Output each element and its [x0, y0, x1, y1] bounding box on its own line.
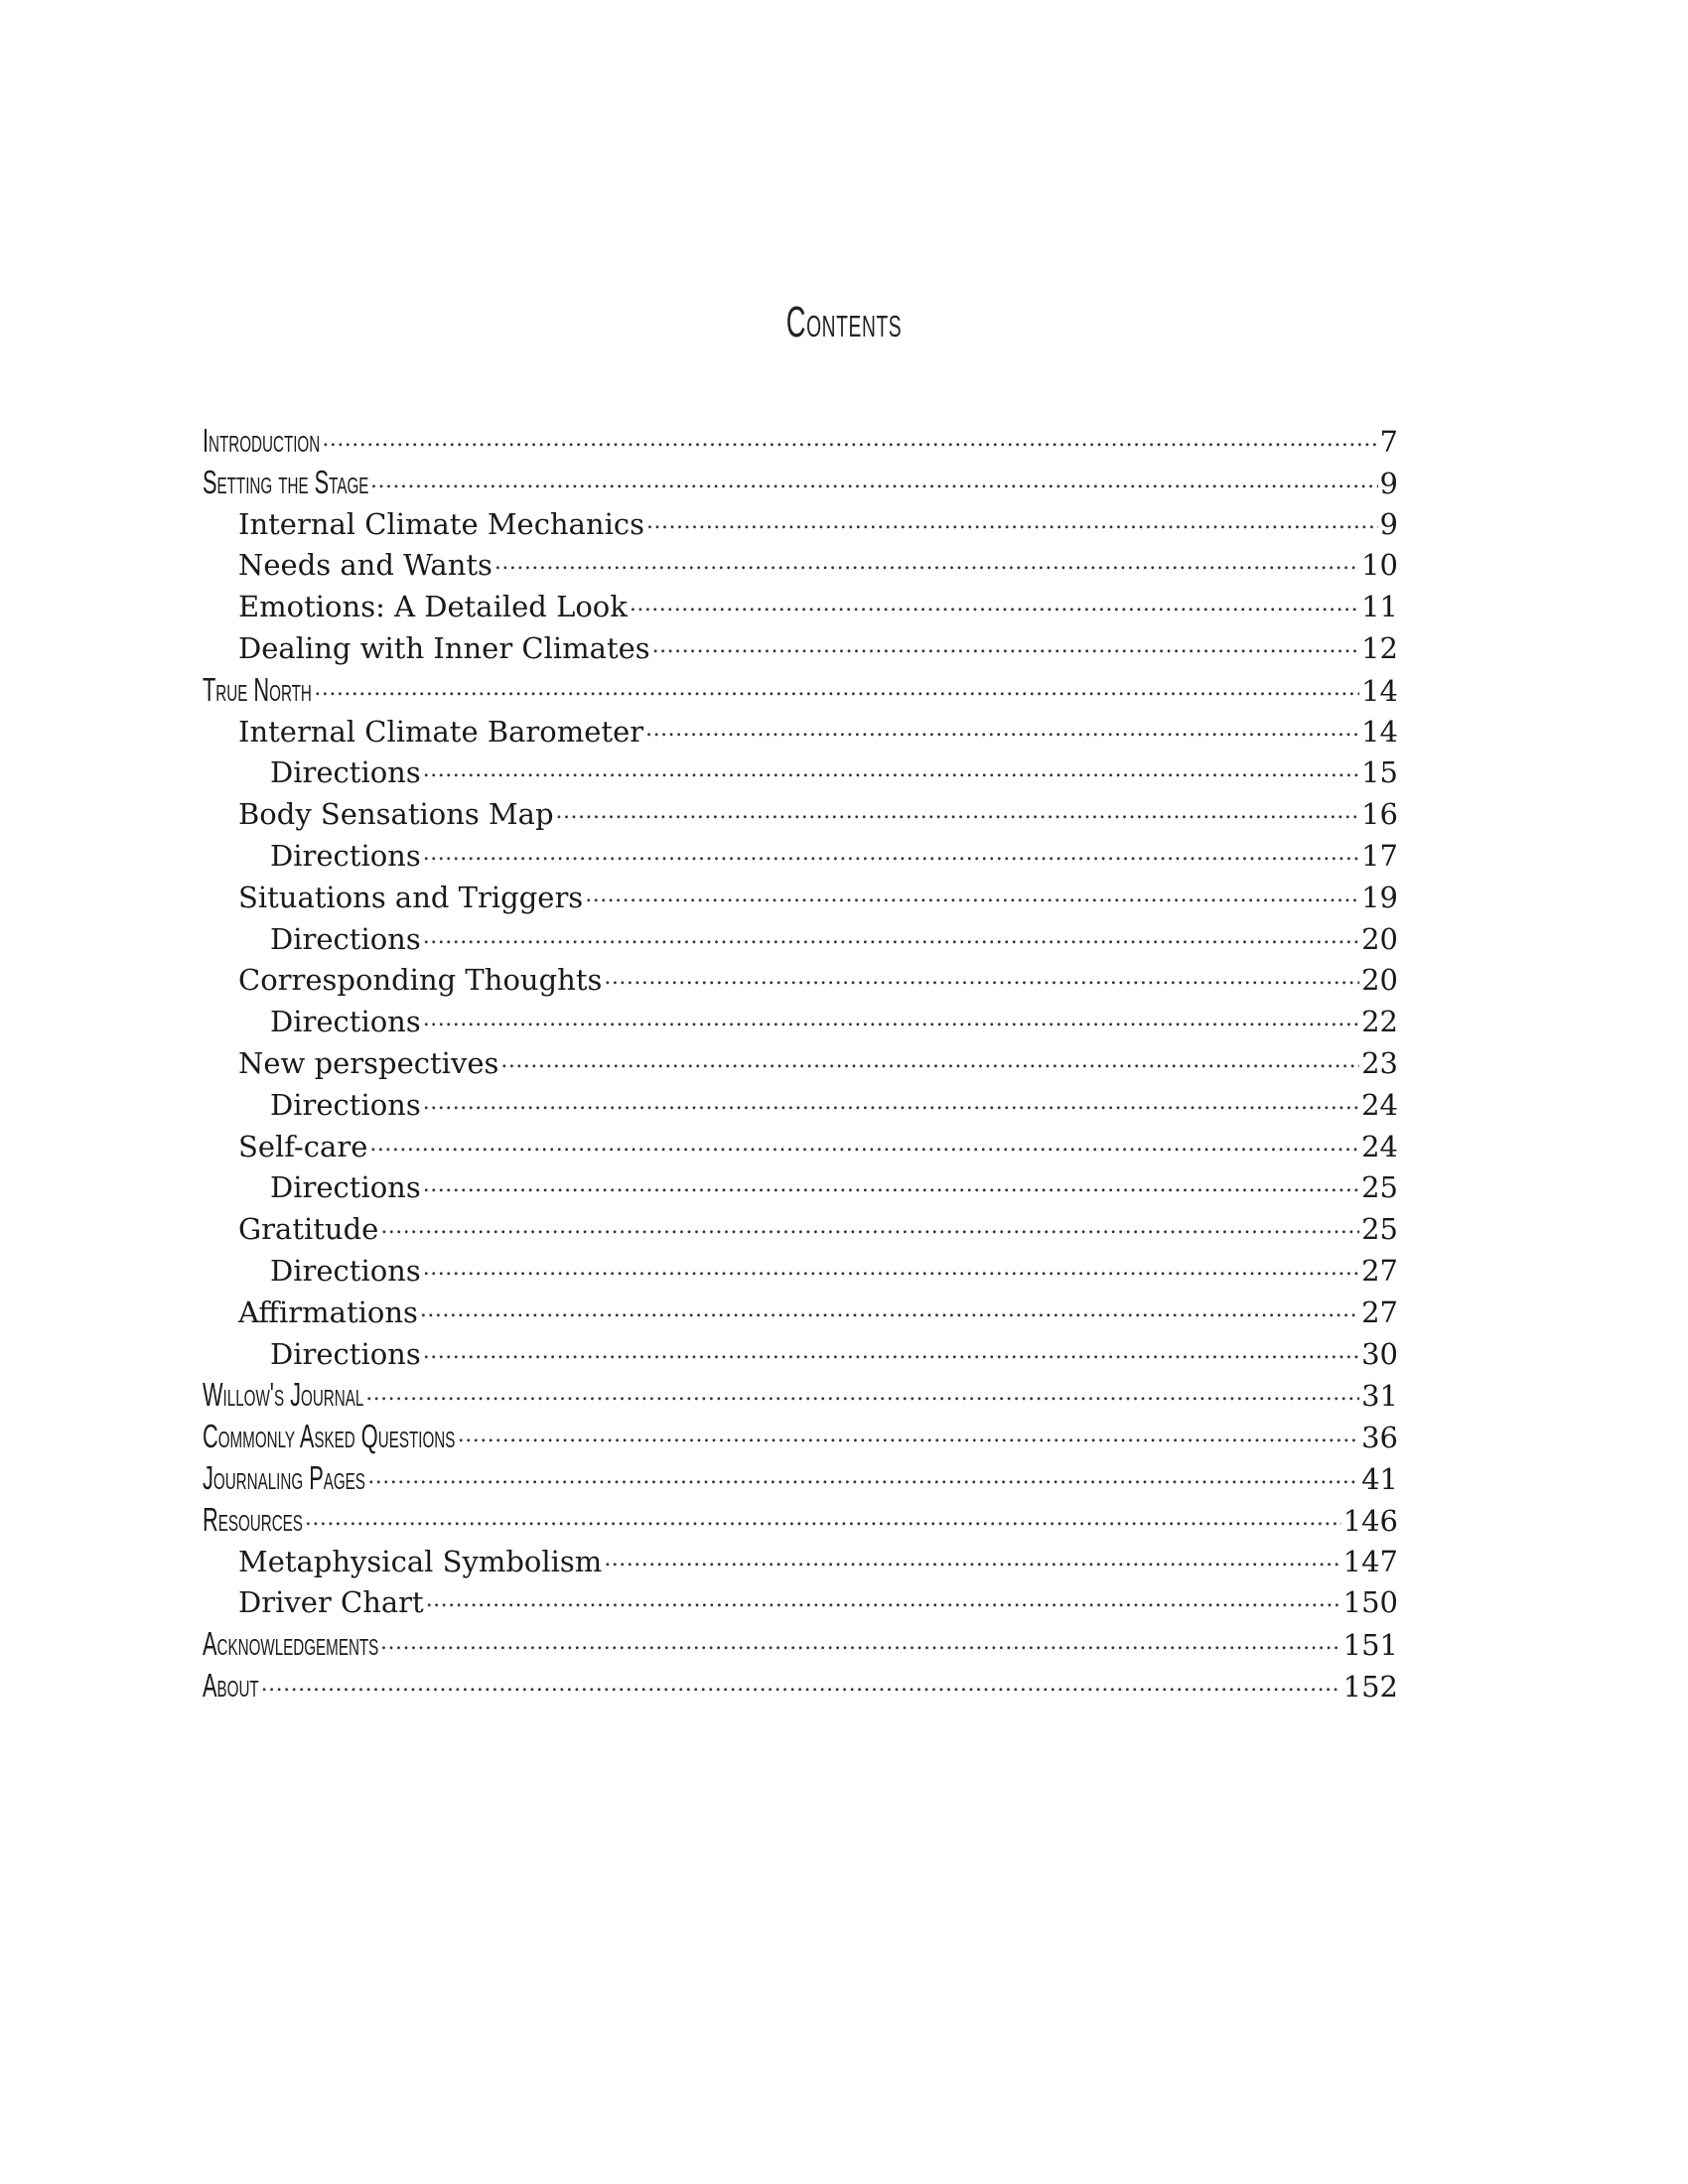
- toc-page-number: 41: [1361, 1461, 1398, 1496]
- toc-section-entry[interactable]: [203, 1128, 1398, 1169]
- toc-chapter-entry[interactable]: [203, 1625, 1398, 1667]
- toc-page-number: 36: [1361, 1421, 1398, 1455]
- toc-page-number: 22: [1361, 1005, 1398, 1039]
- dot-leader: [261, 1668, 1341, 1697]
- toc-chapter-entry[interactable]: [203, 1501, 1398, 1543]
- toc-page-number: 12: [1361, 630, 1398, 665]
- toc-page-number: 19: [1361, 880, 1398, 914]
- toc-chapter-entry[interactable]: [203, 464, 1398, 505]
- toc-page-number: 10: [1361, 548, 1398, 583]
- toc-section-entry[interactable]: [203, 920, 1398, 962]
- toc-chapter-entry[interactable]: [203, 1459, 1398, 1501]
- toc-entry-label: Willow's Journal: [203, 1376, 364, 1414]
- toc-entry-label: Directions: [270, 921, 421, 956]
- toc-section-entry[interactable]: [203, 1543, 1398, 1584]
- dot-leader: [380, 1626, 1341, 1655]
- dot-leader: [423, 837, 1359, 866]
- toc-entry-label: Commonly Asked Questions: [203, 1418, 456, 1455]
- dot-leader: [652, 629, 1359, 658]
- dot-leader: [314, 672, 1359, 701]
- dot-leader: [604, 1543, 1340, 1571]
- toc-entry-label: Directions: [270, 755, 421, 790]
- toc-entry-label: Directions: [270, 1087, 421, 1122]
- dot-leader: [630, 588, 1359, 616]
- toc-page-number: 20: [1361, 921, 1398, 956]
- toc-section-entry[interactable]: [203, 713, 1398, 754]
- toc-section-entry[interactable]: [203, 753, 1398, 795]
- toc-page-number: 147: [1342, 1544, 1398, 1578]
- toc-section-entry[interactable]: [203, 546, 1398, 588]
- toc-entry-label: Resources: [203, 1500, 303, 1538]
- toc-page-number: 23: [1361, 1045, 1398, 1080]
- toc-page-number: 14: [1361, 673, 1398, 708]
- dot-leader: [365, 1377, 1359, 1406]
- dot-leader: [585, 879, 1359, 907]
- toc-page-number: 146: [1342, 1503, 1398, 1538]
- dot-leader: [380, 1210, 1359, 1239]
- toc-page-number: 24: [1361, 1129, 1398, 1163]
- dot-leader: [367, 1460, 1359, 1489]
- toc-section-entry[interactable]: [203, 588, 1398, 629]
- toc-entry-label: Affirmations: [238, 1295, 418, 1329]
- dot-leader: [322, 423, 1377, 452]
- toc-page-number: 14: [1361, 714, 1398, 749]
- toc-page-number: 9: [1379, 466, 1398, 500]
- table-of-contents: [203, 422, 1398, 1708]
- toc-entry-label: Journaling Pages: [203, 1458, 365, 1496]
- toc-section-entry[interactable]: [203, 1583, 1398, 1625]
- toc-page-number: 15: [1361, 755, 1398, 790]
- toc-page-number: 25: [1361, 1170, 1398, 1205]
- toc-entry-label: Emotions: A Detailed Look: [238, 590, 628, 624]
- toc-entry-label: Body Sensations Map: [238, 797, 554, 832]
- dot-leader: [645, 713, 1359, 742]
- toc-section-entry[interactable]: [203, 1210, 1398, 1252]
- toc-entry-label: Dealing with Inner Climates: [238, 630, 650, 665]
- toc-entry-label: Directions: [270, 1336, 421, 1371]
- toc-page-number: 151: [1342, 1628, 1398, 1663]
- toc-entry-label: New perspectives: [238, 1045, 499, 1080]
- toc-page-number: 152: [1342, 1669, 1398, 1704]
- dot-leader: [423, 1252, 1359, 1281]
- toc-chapter-entry[interactable]: [203, 671, 1398, 713]
- dot-leader: [604, 961, 1359, 990]
- toc-section-entry[interactable]: [203, 1044, 1398, 1086]
- toc-entry-label: Needs and Wants: [238, 548, 492, 583]
- toc-entry-label: Directions: [270, 1170, 421, 1205]
- toc-entry-label: Introduction: [203, 422, 321, 459]
- dot-leader: [305, 1502, 1341, 1531]
- page-title: Contents: [785, 298, 903, 346]
- dot-leader: [423, 1335, 1359, 1364]
- toc-chapter-entry[interactable]: [203, 422, 1398, 464]
- toc-section-entry[interactable]: [203, 1252, 1398, 1294]
- dot-leader: [556, 795, 1360, 824]
- toc-entry-label: Driver Chart: [238, 1585, 424, 1620]
- dot-leader: [500, 1044, 1359, 1073]
- dot-leader: [458, 1419, 1359, 1447]
- toc-page-number: 27: [1361, 1253, 1398, 1288]
- toc-page-number: 20: [1361, 963, 1398, 998]
- dot-leader: [426, 1583, 1341, 1612]
- toc-entry-label: Internal Climate Barometer: [238, 714, 644, 749]
- toc-section-entry[interactable]: [203, 629, 1398, 671]
- toc-chapter-entry[interactable]: [203, 1418, 1398, 1459]
- toc-entry-label: Corresponding Thoughts: [238, 963, 603, 998]
- toc-entry-label: About: [203, 1666, 259, 1704]
- toc-section-entry[interactable]: [203, 1003, 1398, 1044]
- toc-section-entry[interactable]: [203, 837, 1398, 879]
- toc-section-entry[interactable]: [203, 505, 1398, 547]
- toc-entry-label: Directions: [270, 1005, 421, 1039]
- toc-section-entry[interactable]: [203, 1335, 1398, 1377]
- toc-page-number: 150: [1342, 1585, 1398, 1620]
- toc-entry-label: Gratitude: [238, 1212, 379, 1247]
- dot-leader: [423, 1003, 1359, 1031]
- toc-entry-label: Situations and Triggers: [238, 880, 584, 914]
- dot-leader: [646, 505, 1378, 534]
- dot-leader: [423, 753, 1359, 782]
- toc-section-entry[interactable]: [203, 795, 1398, 837]
- toc-entry-label: Setting the Stage: [203, 463, 369, 500]
- dot-leader: [494, 546, 1359, 575]
- dot-leader: [423, 920, 1359, 949]
- dot-leader: [369, 1128, 1359, 1157]
- toc-page-number: 31: [1361, 1379, 1398, 1414]
- toc-page-number: 30: [1361, 1336, 1398, 1371]
- toc-section-entry[interactable]: [203, 1168, 1398, 1210]
- toc-section-entry[interactable]: [203, 961, 1398, 1003]
- toc-entry-label: Internal Climate Mechanics: [238, 506, 644, 541]
- dot-leader: [423, 1086, 1359, 1115]
- toc-chapter-entry[interactable]: [203, 1667, 1398, 1708]
- toc-section-entry[interactable]: [203, 879, 1398, 920]
- toc-page-number: 27: [1361, 1295, 1398, 1329]
- toc-entry-label: Metaphysical Symbolism: [238, 1544, 603, 1578]
- toc-entry-label: Directions: [270, 1253, 421, 1288]
- toc-page-number: 9: [1379, 506, 1398, 541]
- toc-entry-label: Directions: [270, 838, 421, 873]
- toc-page-number: 25: [1361, 1212, 1398, 1247]
- toc-page-number: 11: [1361, 590, 1398, 624]
- dot-leader: [370, 465, 1378, 493]
- toc-page-number: 16: [1361, 797, 1398, 832]
- toc-entry-label: True North: [203, 670, 312, 708]
- dot-leader: [420, 1294, 1359, 1322]
- toc-entry-label: Self-care: [238, 1129, 368, 1163]
- dot-leader: [423, 1168, 1359, 1197]
- toc-section-entry[interactable]: [203, 1294, 1398, 1335]
- toc-page-number: 17: [1361, 838, 1398, 873]
- toc-page-number: 24: [1361, 1087, 1398, 1122]
- toc-entry-label: Acknowledgements: [203, 1625, 379, 1663]
- toc-section-entry[interactable]: [203, 1086, 1398, 1128]
- toc-page-number: 7: [1379, 425, 1398, 459]
- toc-chapter-entry[interactable]: [203, 1376, 1398, 1418]
